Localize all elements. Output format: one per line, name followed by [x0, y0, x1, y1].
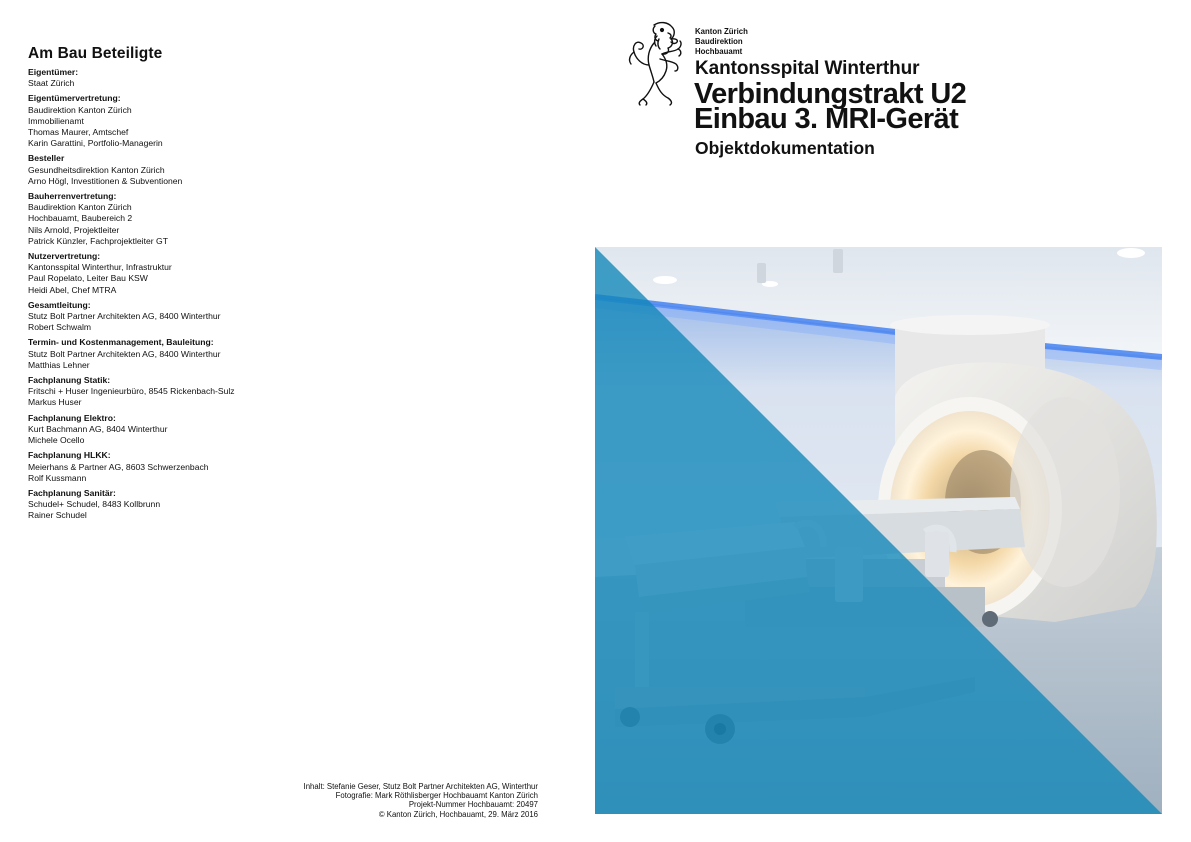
section-line: Rainer Schudel [28, 510, 87, 521]
section-line: Staat Zürich [28, 78, 75, 89]
participant-section [28, 153, 298, 187]
section-line: Markus Huser [28, 397, 82, 408]
hospital-name: Kantonsspital Winterthur [695, 58, 920, 79]
participant-section [28, 450, 298, 484]
organisation-line: Hochbauamt [695, 47, 743, 56]
mri-room-photo [595, 247, 1162, 814]
credit-line: Fotografie: Mark Röthlisberger Hochbauamt Kanton Zürich [335, 791, 538, 801]
section-line: Stutz Bolt Partner Architekten AG, 8400 Winterthur [28, 348, 221, 359]
zurich-lion-icon [624, 19, 690, 107]
section-line: Paul Ropelato, Leiter Bau KSW [28, 273, 148, 284]
section-line: Fritschi + Huser Ingenieurbüro, 8545 Rickenbach-Sulz [28, 386, 235, 397]
participant-section [28, 191, 298, 247]
section-heading: Bauherrenvertretung: [28, 191, 117, 202]
section-heading: Eigentümervertretung: [28, 93, 121, 104]
section-line: Nils Arnold, Projektleiter [28, 224, 120, 235]
section-heading: Nutzervertretung: [28, 251, 101, 262]
section-heading: Fachplanung Statik: [28, 375, 111, 386]
section-heading: Termin- und Kostenmanagement, Bauleitung: [28, 337, 214, 348]
section-line: Baudirektion Kanton Zürich [28, 202, 132, 213]
participants-title: Am Bau Beteiligte [28, 45, 163, 62]
organisation-line: Kanton Zürich [695, 27, 748, 36]
title-line-2: Einbau 3. MRI-Gerät [694, 103, 959, 135]
credit-line: Projekt-Nummer Hochbauamt: 20497 [408, 800, 538, 810]
section-line: Michele Ocello [28, 435, 85, 446]
section-line: Patrick Künzler, Fachprojektleiter GT [28, 235, 168, 246]
participant-section [28, 488, 298, 522]
section-line: Stutz Bolt Partner Architekten AG, 8400 Winterthur [28, 311, 221, 322]
credit-line: © Kanton Zürich, Hochbauamt, 29. März 2016 [378, 809, 538, 819]
section-heading: Fachplanung Elektro: [28, 412, 116, 423]
organisation-block [695, 27, 748, 57]
participant-section [28, 67, 298, 89]
section-line: Meierhans & Partner AG, 8603 Schwerzenbach [28, 461, 209, 472]
organisation-line: Baudirektion [695, 37, 743, 46]
section-line: Kantonsspital Winterthur, Infrastruktur [28, 262, 172, 273]
section-heading: Fachplanung HLKK: [28, 450, 111, 461]
title-line-1: Verbindungstrakt U2 [694, 78, 967, 110]
document-subtitle: Objektdokumentation [695, 138, 875, 158]
section-line: Matthias Lehner [28, 359, 90, 370]
document-title [694, 78, 967, 135]
section-line: Rolf Kussmann [28, 472, 87, 483]
section-line: Heidi Abel, Chef MTRA [28, 284, 117, 295]
section-line: Robert Schwalm [28, 322, 92, 333]
credit-line: Inhalt: Stefanie Geser, Stutz Bolt Partner Architekten AG, Winterthur [303, 782, 538, 791]
section-line: Immobilienamt [28, 115, 84, 126]
section-heading: Besteller [28, 153, 65, 164]
section-heading: Gesamtleitung: [28, 299, 91, 310]
section-line: Baudirektion Kanton Zürich [28, 104, 132, 115]
participant-section [28, 251, 298, 296]
section-line: Arno Högl, Investitionen & Subventionen [28, 175, 183, 186]
participant-section [28, 413, 298, 447]
section-line: Gesundheitsdirektion Kanton Zürich [28, 164, 165, 175]
credits-block [218, 782, 538, 819]
section-line: Schudel+ Schudel, 8483 Kollbrunn [28, 499, 161, 510]
participant-section [28, 93, 298, 149]
section-line: Karin Garattini, Portfolio-Managerin [28, 138, 163, 149]
section-heading: Fachplanung Sanitär: [28, 487, 116, 498]
section-line: Kurt Bachmann AG, 8404 Winterthur [28, 423, 168, 434]
participant-section [28, 375, 298, 409]
participants-list [28, 67, 298, 522]
participant-section [28, 300, 298, 334]
section-line: Thomas Maurer, Amtschef [28, 127, 129, 138]
section-line: Hochbauamt, Baubereich 2 [28, 213, 133, 224]
section-heading: Eigentümer: [28, 67, 79, 77]
participants-column [28, 45, 298, 526]
participant-section [28, 337, 298, 371]
